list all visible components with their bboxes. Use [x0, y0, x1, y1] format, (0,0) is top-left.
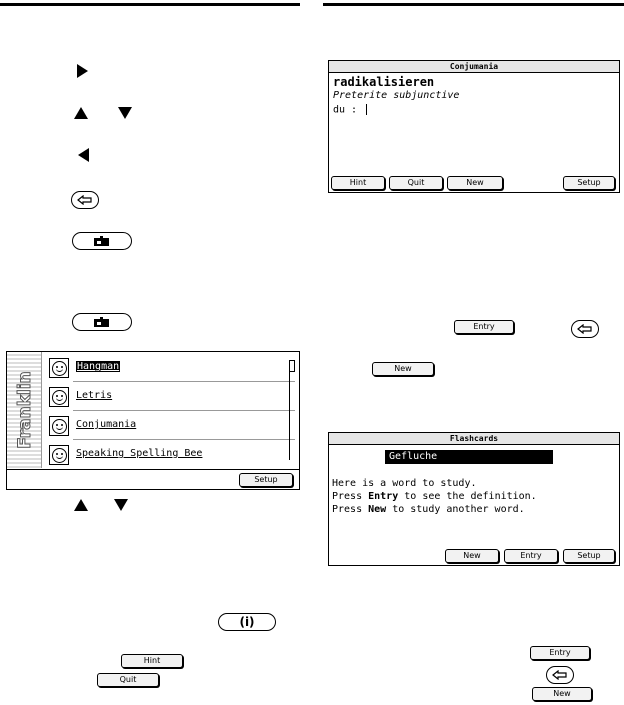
window-title: Flashcards	[329, 433, 619, 445]
right-arrow-icon	[77, 64, 88, 78]
entry-key-icon-2: Entry	[530, 646, 590, 660]
smiley-icon	[49, 416, 69, 436]
instruction-text: Press	[332, 491, 369, 502]
answer-field[interactable]	[333, 104, 367, 116]
text-cursor	[366, 104, 367, 115]
info-key-icon: (i)	[218, 613, 276, 631]
new-key-icon: New	[372, 362, 434, 376]
franklin-logo: Franklin	[15, 371, 35, 449]
tense-label: Preterite subjunctive	[333, 90, 460, 101]
divider	[73, 410, 295, 411]
list-item[interactable]	[49, 354, 295, 382]
instruction-key: Entry	[368, 491, 399, 502]
setup-button[interactable]: Setup	[239, 473, 293, 487]
list-item[interactable]	[49, 383, 295, 411]
window-title: Conjumania	[329, 61, 619, 73]
back-key-icon-2	[571, 320, 599, 338]
new-button[interactable]: New	[445, 549, 499, 563]
down-arrow-icon	[118, 107, 132, 119]
down-arrow-icon-2	[114, 499, 128, 511]
instruction-text: to study another word.	[386, 504, 525, 515]
new-key-icon-2: New	[532, 687, 592, 701]
flashcards-screen	[328, 432, 620, 566]
divider	[73, 439, 295, 440]
back-key-icon	[71, 191, 99, 209]
up-arrow-icon-2	[74, 499, 88, 511]
left-column-rule	[0, 3, 300, 6]
back-key-icon-3	[546, 666, 574, 684]
setup-button[interactable]: Setup	[563, 549, 615, 563]
instruction-line-2	[332, 491, 537, 502]
hint-key-icon: Hint	[121, 654, 183, 668]
smiley-icon	[49, 445, 69, 465]
conjugation-word: radikalisieren	[333, 75, 435, 89]
instruction-key: New	[368, 504, 387, 515]
list-item[interactable]	[49, 412, 295, 440]
instruction-text: to see the definition.	[398, 491, 537, 502]
pronoun-label: du :	[333, 104, 358, 116]
smiley-icon	[49, 358, 69, 378]
conjumania-screen	[328, 60, 620, 193]
games-key-icon	[72, 232, 132, 250]
quit-key-icon: Quit	[97, 673, 159, 687]
scrollbar[interactable]	[289, 360, 294, 460]
study-word-field: Gefluche	[385, 450, 553, 464]
game-label: Letris	[76, 390, 113, 401]
game-menu-screen	[6, 351, 300, 490]
game-label: Conjumania	[76, 419, 137, 430]
quit-button[interactable]: Quit	[389, 176, 443, 190]
game-label: Hangman	[77, 361, 120, 372]
franklin-brand-band	[7, 352, 42, 468]
smiley-icon	[49, 387, 69, 407]
entry-key-icon: Entry	[454, 320, 514, 334]
setup-button[interactable]: Setup	[563, 176, 615, 190]
menu-footer	[7, 469, 299, 470]
instruction-line-1: Here is a word to study.	[332, 478, 477, 489]
instruction-text: Press	[332, 504, 369, 515]
games-key-icon-2	[72, 313, 132, 331]
list-item[interactable]	[49, 441, 295, 469]
right-column-rule	[323, 3, 624, 6]
divider	[73, 381, 295, 382]
entry-button[interactable]: Entry	[504, 549, 558, 563]
left-arrow-icon	[78, 148, 89, 162]
game-label: Speaking Spelling Bee	[76, 448, 203, 459]
hint-button[interactable]: Hint	[331, 176, 385, 190]
scrollbar-thumb[interactable]	[289, 360, 295, 372]
up-arrow-icon	[74, 107, 88, 119]
new-button[interactable]: New	[447, 176, 503, 190]
instruction-line-3	[332, 504, 525, 515]
